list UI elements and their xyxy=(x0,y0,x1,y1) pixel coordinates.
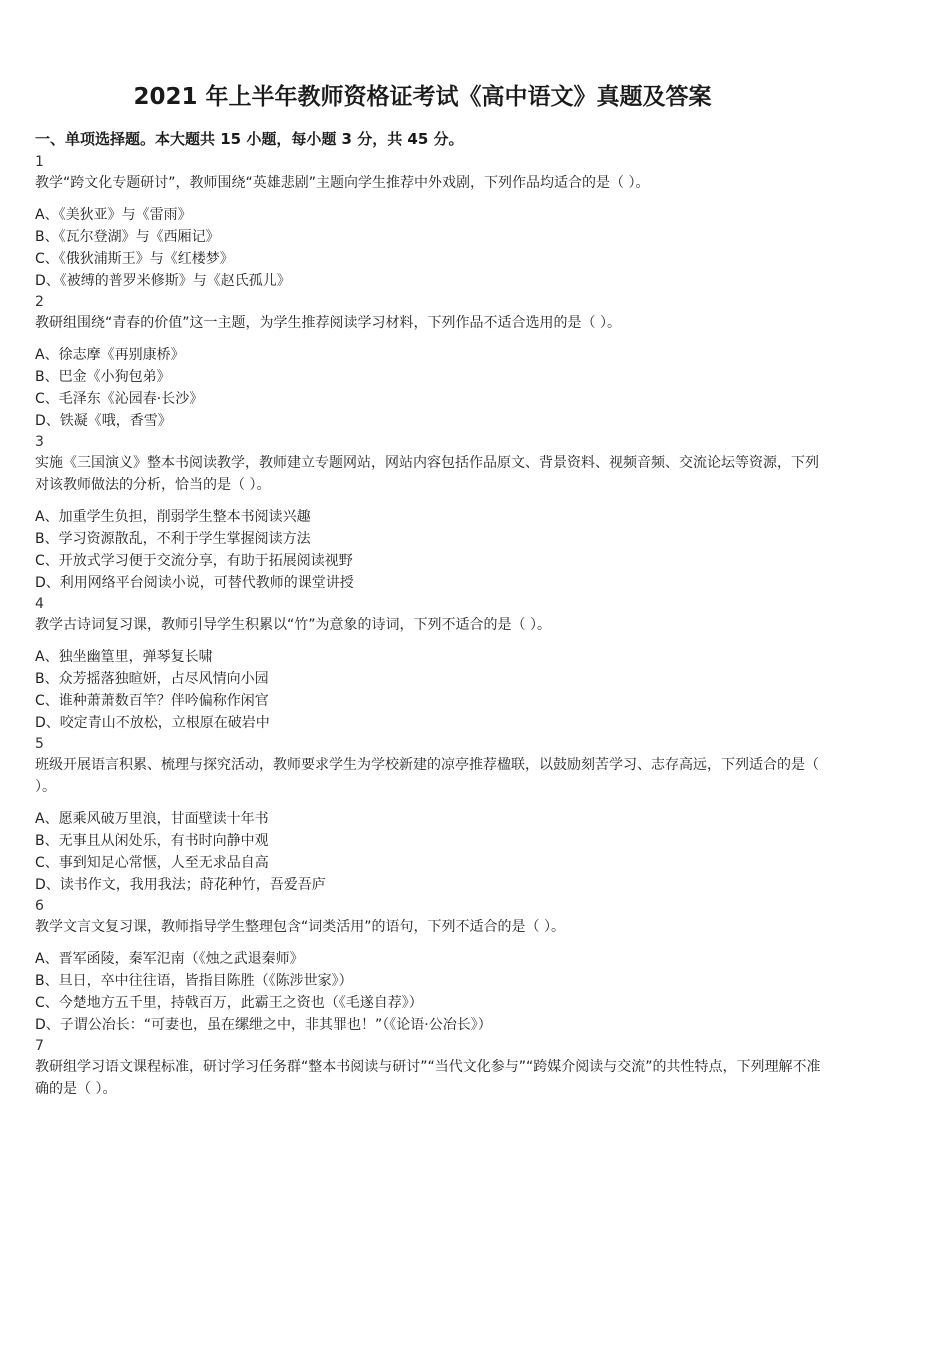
question-stem: 教学“跨文化专题研讨”，教师围绕“英雄悲剧”主题向学生推荐中外戏剧，下列作品均适合的是（ ）。 xyxy=(35,175,650,191)
option-list xyxy=(35,344,825,432)
question-number: 2 xyxy=(35,294,44,310)
question-5 xyxy=(35,734,825,896)
question-number: 7 xyxy=(35,1038,44,1054)
option-list xyxy=(35,948,825,1036)
question-list xyxy=(35,152,825,1110)
option-list xyxy=(35,204,825,292)
option-list xyxy=(35,506,825,594)
question-stem: 班级开展语言积累、梳理与探究活动，教师要求学生为学校新建的凉亭推荐楹联，以鼓励刻苦学习、志存高远，下列适合的是（ ）。 xyxy=(35,757,819,795)
option-c: C、开放式学习便于交流分享，有助于拓展阅读视野 xyxy=(35,553,353,569)
question-number: 6 xyxy=(35,898,44,914)
option-d: D、咬定青山不放松，立根原在破岩中 xyxy=(35,715,270,731)
option-b: B、旦日，卒中往往语，皆指目陈胜（《陈涉世家》） xyxy=(35,973,353,989)
option-a: A、《美狄亚》与《雷雨》 xyxy=(35,207,192,223)
question-7 xyxy=(35,1036,825,1100)
question-stem: 教研组围绕“青春的价值”这一主题，为学生推荐阅读学习材料，下列作品不适合选用的是（ ）。 xyxy=(35,315,621,331)
option-a: A、愿乘风破万里浪，甘面壁读十年书 xyxy=(35,811,269,827)
question-3 xyxy=(35,432,825,594)
option-d: D、《被缚的普罗米修斯》与《赵氏孤儿》 xyxy=(35,273,291,289)
option-list xyxy=(35,808,825,896)
question-2 xyxy=(35,292,825,432)
option-list xyxy=(35,646,825,734)
question-stem: 教研组学习语文课程标准，研讨学习任务群“整本书阅读与研讨”“当代文化参与”“跨媒介阅读与交流”的共性特点，下列理解不准确的是（ ）。 xyxy=(35,1059,821,1097)
question-number: 1 xyxy=(35,154,44,170)
option-d: D、读书作文，我用我法；莳花种竹，吾爱吾庐 xyxy=(35,877,326,893)
question-stem: 教学文言文复习课，教师指导学生整理包含“词类活用”的语句，下列不适合的是（ ）。 xyxy=(35,919,565,935)
option-d: D、子谓公冶长：“可妻也，虽在缧绁之中，非其罪也！”（《论语·公冶长》） xyxy=(35,1017,492,1033)
question-4 xyxy=(35,594,825,734)
option-a: A、独坐幽篁里，弹琴复长啸 xyxy=(35,649,213,665)
question-stem: 教学古诗词复习课，教师引导学生积累以“竹”为意象的诗词，下列不适合的是（ ）。 xyxy=(35,617,551,633)
option-a: A、徐志摩《再别康桥》 xyxy=(35,347,185,363)
option-c: C、《俄狄浦斯王》与《红楼梦》 xyxy=(35,251,234,267)
option-c: C、事到知足心常惬，人至无求品自高 xyxy=(35,855,269,871)
option-d: D、利用网络平台阅读小说，可替代教师的课堂讲授 xyxy=(35,575,354,591)
question-number: 5 xyxy=(35,736,44,752)
question-1 xyxy=(35,152,825,292)
question-6 xyxy=(35,896,825,1036)
option-d: D、铁凝《哦，香雪》 xyxy=(35,413,172,429)
option-c: C、毛泽东《沁园春·长沙》 xyxy=(35,391,204,407)
option-b: B、无事且从闲处乐，有书时向静中观 xyxy=(35,833,269,849)
option-b: B、众芳摇落独暄妍，占尽风情向小园 xyxy=(35,671,269,687)
question-number: 3 xyxy=(35,434,44,450)
option-a: A、加重学生负担，削弱学生整本书阅读兴趣 xyxy=(35,509,311,525)
question-stem: 实施《三国演义》整本书阅读教学，教师建立专题网站，网站内容包括作品原文、背景资料、视频音频、交流论坛等资源，下列对该教师做法的分析，恰当的是（ ）。 xyxy=(35,455,819,493)
option-a: A、晋军函陵，秦军氾南（《烛之武退秦师》 xyxy=(35,951,304,967)
option-b: B、《瓦尔登湖》与《西厢记》 xyxy=(35,229,220,245)
document-title: 2021 年上半年教师资格证考试《高中语文》真题及答案 xyxy=(133,84,712,110)
question-number: 4 xyxy=(35,596,44,612)
option-b: B、巴金《小狗包弟》 xyxy=(35,369,171,385)
section-heading: 一、单项选择题。本大题共 15 小题，每小题 3 分，共 45 分。 xyxy=(35,130,464,148)
option-c: C、谁种萧萧数百竿？伴吟偏称作闲官 xyxy=(35,693,269,709)
option-c: C、今楚地方五千里，持戟百万，此霸王之资也（《毛遂自荐》） xyxy=(35,995,423,1011)
option-b: B、学习资源散乱，不利于学生掌握阅读方法 xyxy=(35,531,311,547)
